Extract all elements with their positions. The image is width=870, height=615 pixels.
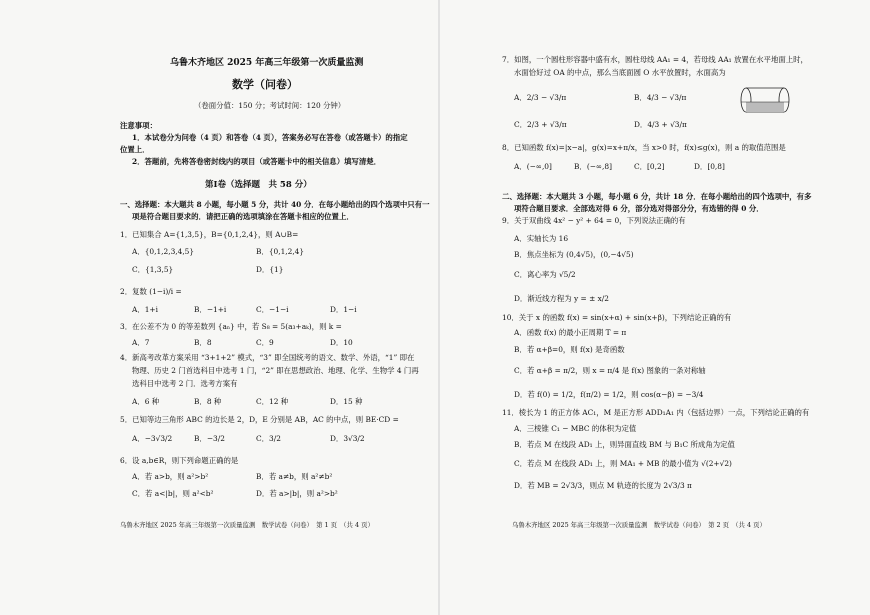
q6-option-c: C．若 a<|b|，则 a²<b² [132, 489, 214, 498]
q4-stem-b: 物理、历史 2 门首选科目中选考 1 门，“2” 即在思想政治、地理、化学、生物学 4 门再 [132, 366, 419, 375]
q10-option-b: B．若 α+β=0，则 f(x) 是奇函数 [514, 345, 625, 354]
q9-stem: 9．关于双曲线 4x² − y² + 64 = 0，下列说法正确的有 [502, 216, 686, 225]
section-title: 第Ⅰ卷（选择题 共 58 分） [205, 180, 312, 190]
page-2 [440, 0, 870, 615]
q1-option-b: B．{0,1,2,4} [256, 247, 305, 256]
q10-stem: 10．关于 x 的函数 f(x) = sin(x+α) + sin(x+β)，下列结论正确的有 [502, 313, 732, 322]
q7-option-a: A．2/3 − √3/π [514, 93, 567, 102]
page-1-footer: 乌鲁木齐地区 2025 年高三年级第一次质量监测 数学试卷（问卷） 第 1 页 （共 4 页） [120, 521, 374, 529]
note-2: 2．答题前，先将答卷密封线内的项目（或答题卡中的相关信息）填写清楚． [132, 157, 382, 166]
exam-title: 乌鲁木齐地区 2025 年高三年级第一次质量监测 [170, 58, 364, 68]
part1-instr-a: 一、选择题：本大题共 8 小题，每小题 5 分，共计 40 分．在每小题给出的四个选项中只有一 [120, 200, 430, 209]
q5-option-c: C．3/2 [256, 434, 281, 443]
cylinder-figure [740, 82, 792, 122]
q10-option-c: C．若 α+β = π/2，则 x = π/4 是 f(x) 图象的一条对称轴 [514, 366, 706, 375]
subject-title: 数学（问卷） [232, 78, 298, 91]
q2-option-c: C．−1−i [256, 305, 289, 314]
q9-option-b: B．焦点坐标为 (0,4√5)，(0,−4√5) [514, 250, 634, 259]
q1-option-c: C．{1,3,5} [132, 265, 174, 274]
q11-option-b: B．若点 M 在线段 AD₁ 上，则异面直线 BM 与 B₁C 所成角为定值 [514, 440, 735, 449]
q3-option-c: C．9 [256, 338, 274, 347]
note-1b: 位置上． [120, 145, 150, 154]
q8-option-d: D．[0,8] [694, 162, 725, 171]
q8-option-b: B．(−∞,8] [574, 162, 612, 171]
q3-option-a: A．7 [132, 338, 150, 347]
q5-option-b: B．−3/2 [194, 434, 225, 443]
q10-option-d: D．若 f(0) = 1/2，f(π/2) = 1/2，则 cos(α−β) = −3/4 [514, 390, 704, 399]
exam-meta: （卷面分值：150 分；考试时间：120 分钟） [194, 101, 346, 110]
q2-option-a: A．1+i [132, 305, 158, 314]
q4-stem-c: 选科目中选考 2 门．选考方案有 [132, 379, 238, 388]
part2-instr-b: 项符合题目要求．全部选对得 6 分，部分选对得部分分，有选错的得 0 分． [514, 204, 764, 213]
notes-title: 注意事项： [120, 121, 157, 130]
q5-stem: 5．已知等边三角形 ABC 的边长是 2，D，E 分别是 AB，AC 的中点，则 BE·CD = [120, 415, 399, 424]
q7-stem-b: 水面恰好过 OA 的中点，那么当底面圆 O 水平放置时，水面高为 [514, 68, 726, 77]
q5-option-d: D．3√3/2 [330, 434, 365, 443]
q3-stem: 3．在公差不为 0 的等差数列 {aₙ} 中，若 S₈ = 5(a₃+aₖ)，则 k = [120, 322, 342, 331]
q7-option-b: B．4/3 − √3/π [634, 93, 687, 102]
q10-option-a: A．函数 f(x) 的最小正周期 T = π [514, 328, 627, 337]
q11-option-a: A．三棱锥 C₁ − MBC 的体积为定值 [514, 424, 637, 433]
q7-option-c: C．2/3 + √3/π [514, 120, 567, 129]
q11-option-d: D．若 MB = 2√3/3，则点 M 轨迹的长度为 2√3/3 π [514, 481, 692, 490]
part2-instr-a: 二、选择题：本大题共 3 小题，每小题 6 分，共计 18 分．在每小题给出的四个选项中，有多 [502, 192, 812, 201]
q6-option-d: D．若 a>|b|，则 a²>b² [256, 489, 338, 498]
q1-option-a: A．{0,1,2,3,4,5} [132, 247, 195, 256]
q8-option-a: A．(−∞,0] [514, 162, 552, 171]
page-2-footer: 乌鲁木齐地区 2025 年高三年级第一次质量监测 数学试卷（问卷） 第 2 页 （共 4 页） [512, 521, 766, 529]
q8-stem: 8．已知函数 f(x)=|x−a|，g(x)=x+π/x，当 x>0 时，f(x)≤g(x)，则 a 的取值范围是 [502, 143, 786, 152]
q8-option-c: C．[0,2] [634, 162, 665, 171]
q1-option-d: D．{1} [256, 265, 284, 274]
q2-option-b: B．−1+i [194, 305, 227, 314]
q3-option-b: B．8 [194, 338, 212, 347]
q4-option-d: D．15 种 [330, 397, 363, 406]
q9-option-c: C．离心率为 √5/2 [514, 270, 576, 279]
note-1a: 1．本试卷分为问卷（4 页）和答卷（4 页），答案务必写在答卷（或答题卡）的指定 [132, 133, 408, 142]
q1-stem: 1．已知集合 A={1,3,5}，B={0,1,2,4}，则 A∪B= [120, 230, 299, 239]
q9-option-d: D．渐近线方程为 y = ± x/2 [514, 294, 609, 303]
q4-option-b: B．8 种 [194, 397, 222, 406]
q11-stem: 11．棱长为 1 的正方体 AC₁，M 是正方形 ADD₁A₁ 内（包括边界）一点，下列结论正确的有 [502, 408, 810, 417]
q6-option-b: B．若 a≠b，则 a²≠b² [256, 472, 333, 481]
part1-instr-b: 项是符合题目要求的．请把正确的选项填涂在答题卡相应的位置上． [132, 212, 354, 221]
q3-option-d: D．10 [330, 338, 353, 347]
q2-option-d: D．1−i [330, 305, 357, 314]
q6-option-a: A．若 a>b，则 a²>b² [132, 472, 209, 481]
q4-stem-a: 4．新高考改革方案采用 “3+1+2” 模式，“3” 即全国统考的语文、数学、外语，“1” 即在 [120, 353, 415, 362]
q7-option-d: D．4/3 + √3/π [634, 120, 687, 129]
q7-stem-a: 7．如图，一个圆柱形容器中盛有水，圆柱母线 AA₁ = 4，若母线 AA₁ 放置在水平地面上时， [502, 55, 808, 64]
q6-stem: 6．设 a,b∈R，则下列命题正确的是 [120, 456, 239, 465]
q9-option-a: A．实轴长为 16 [514, 234, 569, 243]
q11-option-c: C．若点 M 在线段 AD₁ 上，则 MA₁ + MB 的最小值为 √(2+√2) [514, 459, 732, 468]
q4-option-c: C．12 种 [256, 397, 289, 406]
q4-option-a: A．6 种 [132, 397, 160, 406]
q2-stem: 2．复数 (1−i)/i = [120, 287, 182, 296]
q5-option-a: A．−3√3/2 [132, 434, 173, 443]
